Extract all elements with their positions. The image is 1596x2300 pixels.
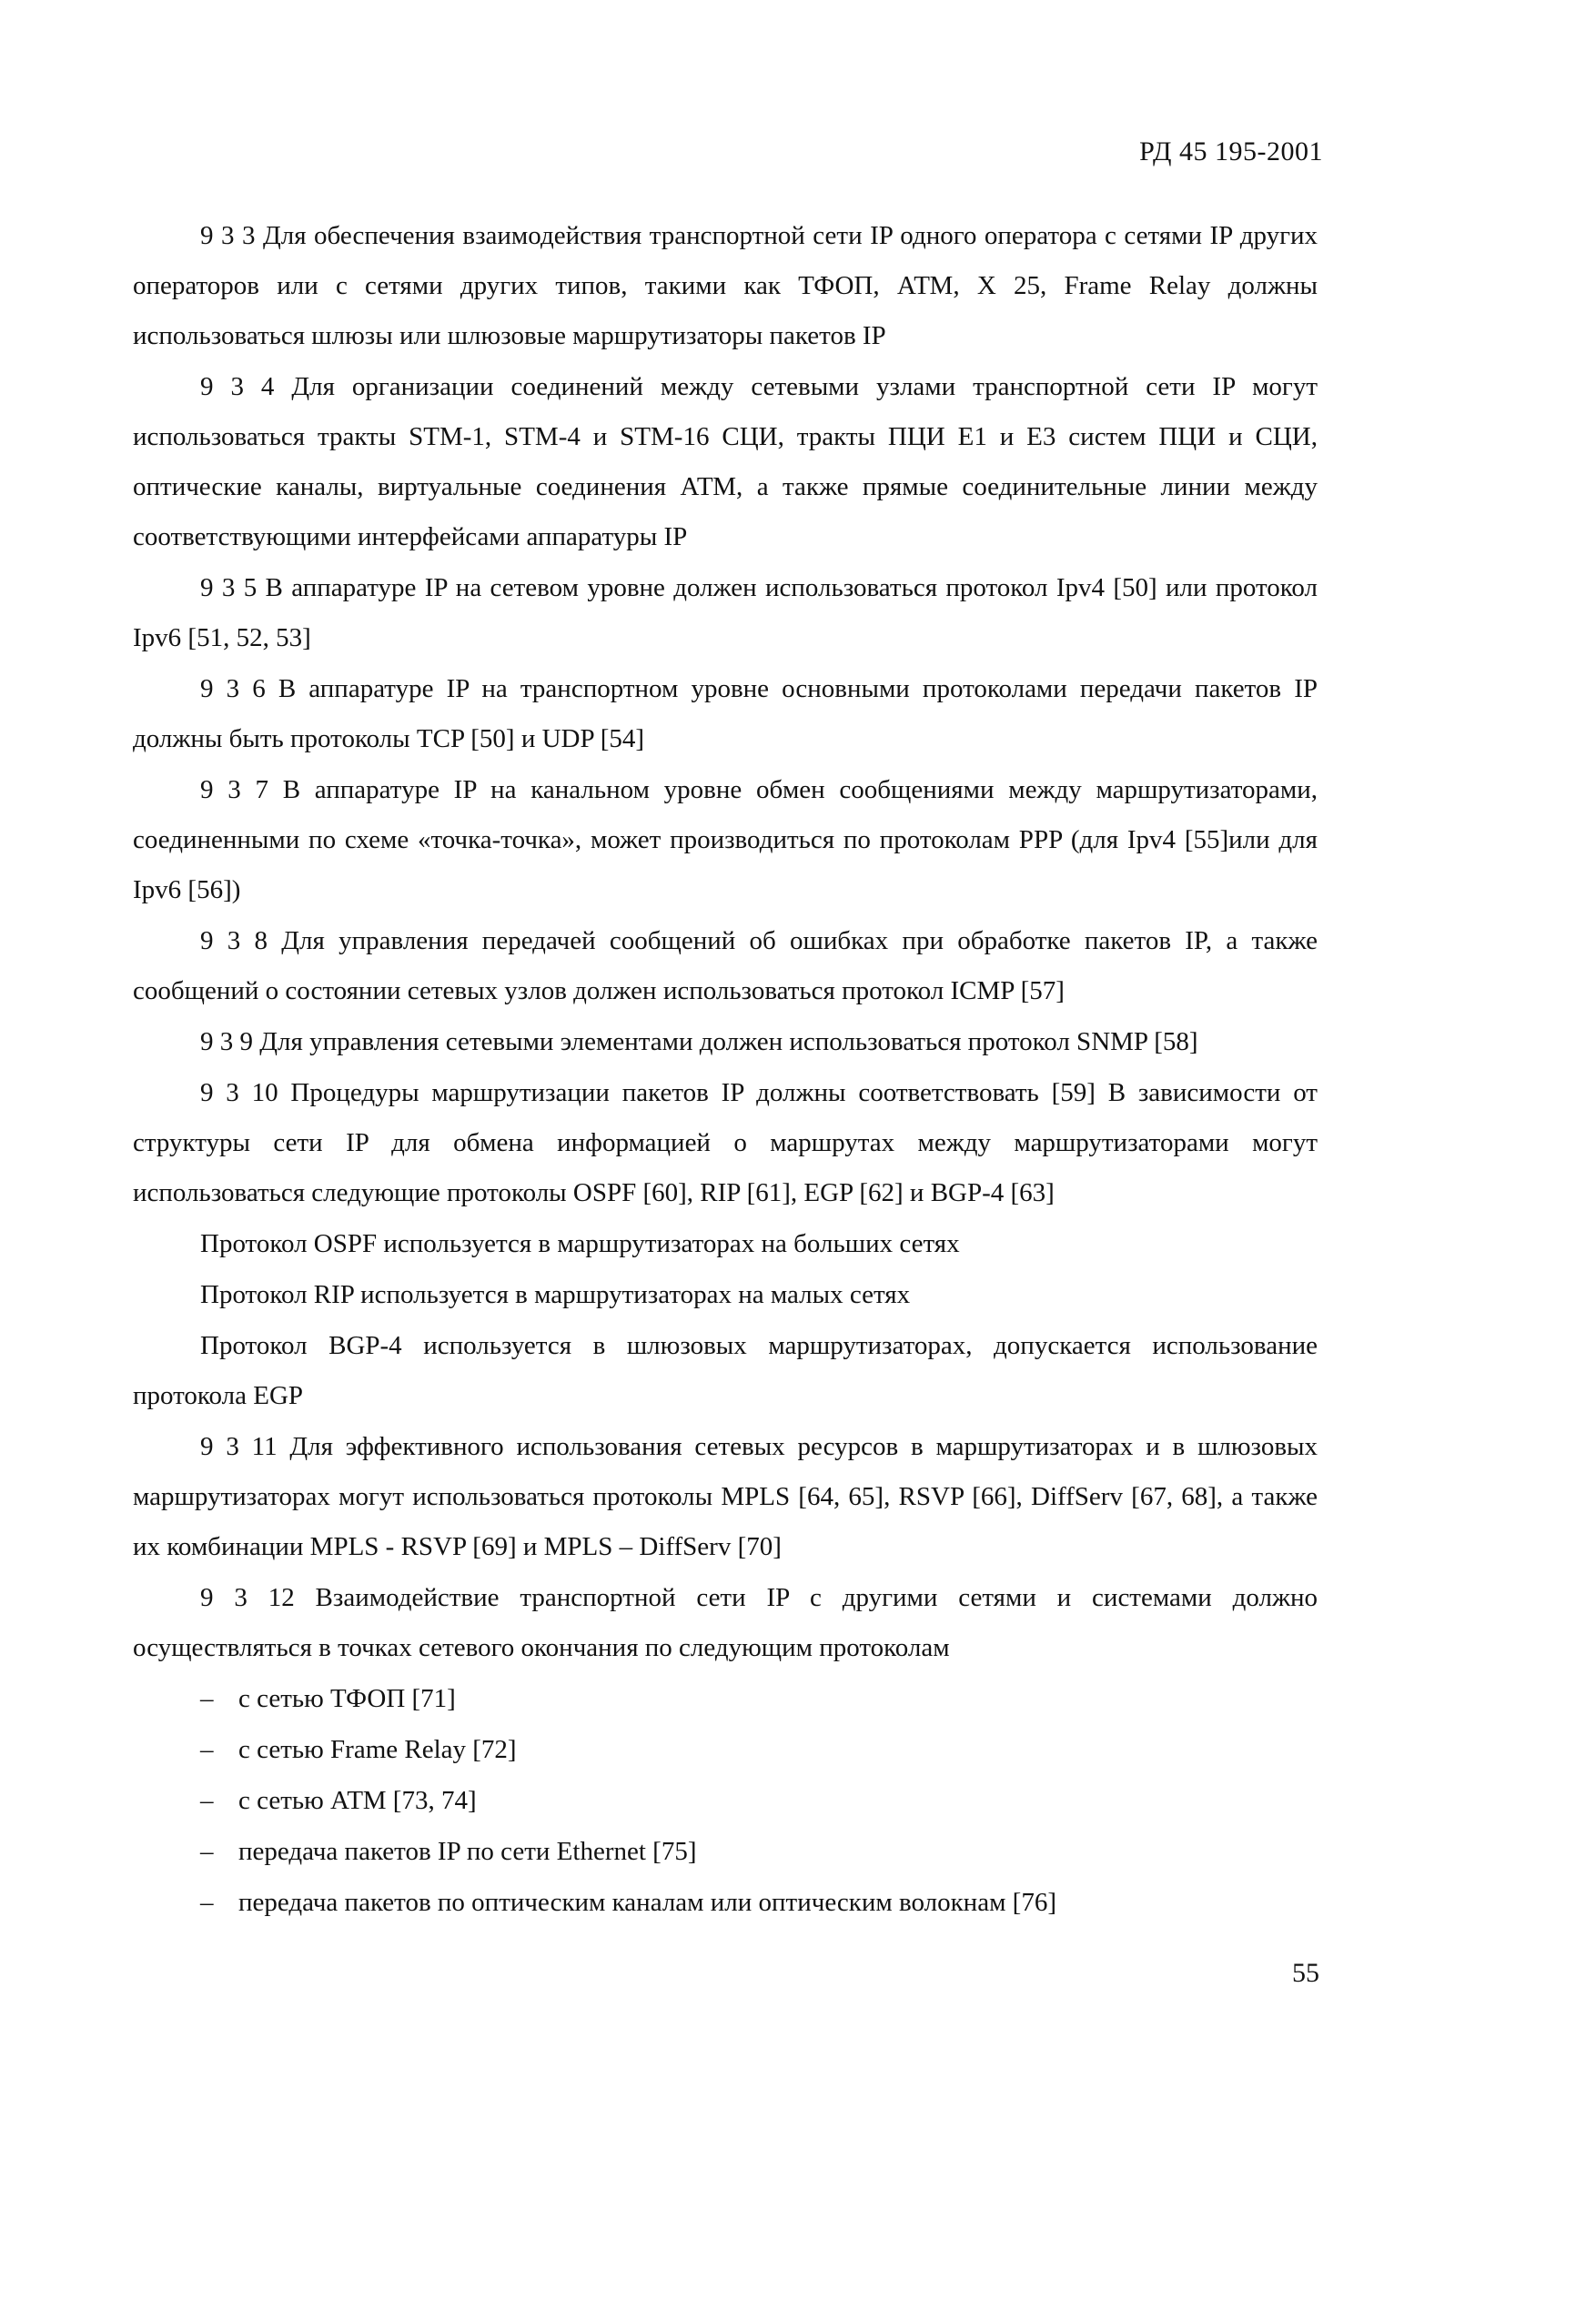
page-number: 55 <box>1292 1958 1319 1988</box>
paragraph-9-3-12: 9 3 12 Взаимодействие транспортной сети IP с другими сетями и системами должно осуществляться в точках сетевого окончания по следующим протоколам <box>133 1583 1318 1662</box>
dash-marker: – <box>200 1735 214 1764</box>
protocol-list <box>133 1674 1318 1928</box>
paragraph-9-3-8: 9 3 8 Для управления передачей сообщений об ошибках при обработке пакетов IP, а также сообщений о состоянии сетевых узлов должен использоваться протокол ICMP [57] <box>133 926 1318 1005</box>
list-item-text: с сетью Frame Relay [72] <box>238 1735 517 1764</box>
paragraph-9-3-9: 9 3 9 Для управления сетевыми элементами должен использоваться протокол SNMP [58] <box>200 1027 1198 1056</box>
dash-marker: – <box>200 1837 214 1866</box>
list-item <box>133 1878 1318 1928</box>
paragraph-ospf: Протокол OSPF используется в маршрутизаторах на больших сетях <box>200 1229 960 1258</box>
paragraph-9-3-7: 9 3 7 В аппаратуре IP на канальном уровне обмен сообщениями между маршрутизаторами, соединенными по схеме «точка-точка», может производиться по протоколам PPP (для Ipv4 [55]или для Ipv6 [56]) <box>133 775 1318 904</box>
list-item-text: с сетью АТМ [73, 74] <box>238 1786 477 1815</box>
dash-marker: – <box>200 1786 214 1815</box>
list-item <box>133 1827 1318 1877</box>
list-item-text: передача пакетов по оптическим каналам или оптическим волокнам [76] <box>238 1888 1056 1917</box>
list-item-text: с сетью ТФОП [71] <box>238 1684 456 1713</box>
paragraph-9-3-4: 9 3 4 Для организации соединений между сетевыми узлами транспортной сети IP могут использоваться тракты STM-1, STM-4 и STM-16 СЦИ, тракты ПЦИ Е1 и Е3 систем ПЦИ и СЦИ, оптические каналы, виртуальные соединения АТМ, а также прямые соединительные линии между соответствующими интерфейсами аппаратуры IP <box>133 372 1318 551</box>
paragraph-rip: Протокол RIP используется в маршрутизаторах на малых сетях <box>200 1280 911 1309</box>
list-item-text: передача пакетов IP по сети Ethernet [75] <box>238 1837 697 1866</box>
paragraph-bgp4: Протокол BGP-4 используется в шлюзовых маршрутизаторах, допускается использование протокола EGP <box>133 1331 1318 1410</box>
dash-marker: – <box>200 1684 214 1713</box>
paragraph-9-3-10: 9 3 10 Процедуры маршрутизации пакетов IP должны соответствовать [59] В зависимости от структуры сети IP для обмена информацией о маршрутах между маршрутизаторами могут использоваться следующие протоколы OSPF [60], RIP [61], EGP [62] и BGP-4 [63] <box>133 1078 1318 1207</box>
dash-marker: – <box>200 1888 214 1917</box>
document-code-header: РД 45 195-2001 <box>1139 136 1323 166</box>
paragraph-9-3-3: 9 3 3 Для обеспечения взаимодействия транспортной сети IP одного оператора с сетями IP других операторов или с сетями других типов, такими как ТФОП, АТМ, X 25, Frame Relay должны использоваться шлюзы или шлюзовые маршрутизаторы пакетов IP <box>133 221 1318 350</box>
list-item <box>133 1776 1318 1826</box>
paragraph-9-3-5: 9 3 5 В аппаратуре IP на сетевом уровне должен использоваться протокол Ipv4 [50] или протокол Ipv6 [51, 52, 53] <box>133 573 1318 652</box>
document-body <box>133 211 1318 1929</box>
list-item <box>133 1725 1318 1775</box>
paragraph-9-3-6: 9 3 6 В аппаратуре IP на транспортном уровне основными протоколами передачи пакетов IP должны быть протоколы TCP [50] и UDP [54] <box>133 674 1318 753</box>
paragraph-9-3-11: 9 3 11 Для эффективного использования сетевых ресурсов в маршрутизаторах и в шлюзовых маршрутизаторах могут использоваться протоколы MPLS [64, 65], RSVP [66], DiffServ [67, 68], а также их комбинации MPLS - RSVP [69] и MPLS – DiffServ [70] <box>133 1432 1318 1561</box>
list-item <box>133 1674 1318 1724</box>
